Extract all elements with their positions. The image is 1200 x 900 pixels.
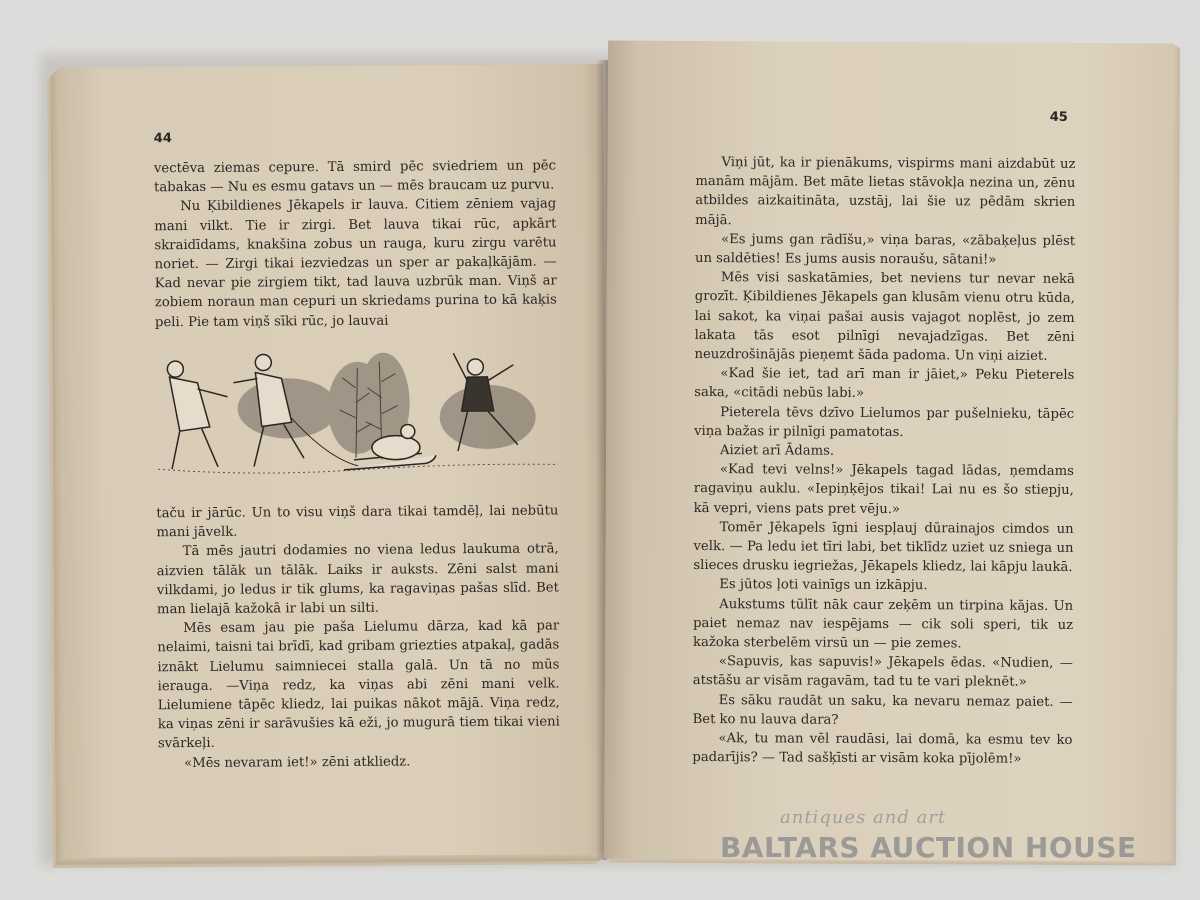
- right-text: [692, 153, 1075, 769]
- watermark-subtitle: antiques and art: [780, 807, 947, 828]
- paragraph: taču ir jārūc. Un to visu viņš dara tikai tamdēļ, lai nebūtu mani jāvelk.: [156, 503, 559, 541]
- paragraph: Mēs visi saskatāmies, bet neviens tur nevar nekā grozīt. Ķibildienes Jēkapels gan klusām vienu otru kūda, lai sakot, ka viņai pašai ausis vajagot noplēst, jo zem lakata tās esot pilnīgi nevajadzīgas. Bet zēni neuzdrošinājās pieņemt šāda padoma. Un viņi aiziet.: [694, 270, 1075, 364]
- paragraph: Pieterela tēvs dzīvo Lielumos par pušelnieku, tāpēc viņa bažas ir pilnīgi pamatotas.: [694, 404, 1075, 440]
- watermark-logo: [720, 805, 1140, 875]
- left-text-top: [154, 156, 557, 332]
- watermark-brand: BALTARS AUCTION HOUSE: [720, 831, 1137, 864]
- paragraph: Viņi jūt, ka ir pienākums, vispirms mani aizdabūt uz manām mājām. Bet māte lietas stāvokļa nezina un, zēnu atbildes aizkaitināta, uzstāj, lai šie uz pēdām skrien mājā.: [695, 155, 1076, 228]
- right-page: [604, 41, 1174, 862]
- paragraph: Es jūtos ļoti vainīgs un izkāpju.: [719, 577, 928, 594]
- left-page: [59, 64, 609, 858]
- paragraph: «Kad tevi velns!» Jēkapels tagad lādas, ņemdams ragaviņu auklu. «Iepiņķējos tikai! Lai nu es šo stiepju, kā vepri, viens pats pret vēju.»: [693, 462, 1074, 517]
- paragraph: «Es jums gan rādīšu,» viņa baras, «zābaķeļus plēst un saldēties! Es jums ausis noraušu, sātani!»: [694, 231, 1076, 268]
- paragraph: Tomēr Jēkapels īgni iespļauj dūrainajos cimdos un velk. — Pa ledu iet tīri labi, bet tiklīdz uziet uz sniega un slieces drusku iegriežas, Jēkapels kliedz, lai kāpju laukā.: [693, 519, 1074, 576]
- paragraph: Nu Ķibildienes Jēkapels ir lauva. Citiem zēniem vajag mani vilkt. Tie ir zirgi. Bet lauva tikai rūc, apkārt skraidīdams, knakšina zobus un rauga, kuru zirgu varētu noriet. — Zirgi tikai iezviedzas un sper ar pakaļkājām. — Kad nevar pie zirgiem tikt, tad lauva uzbrūk man. Viņš ar zobiem noraun man cepuri un skriedams purina to kā kaķis peli. Pie tam viņš sīki rūc, jo lauvai: [154, 196, 557, 330]
- paragraph: «Mēs nevaram iet!» zēni atkliedz.: [184, 754, 411, 771]
- paragraph: Tā mēs jautri dodamies no viena ledus laukuma otrā, aizvien tālāk un tālāk. Laiks ir auksts. Zēni salst mani vilkdami, jo ledus ir tik glums, ka ragaviņas pašas slīd. Bet man lielajā kažokā ir labi un silti.: [156, 541, 559, 618]
- paragraph: «Sapuvis, kas sapuvis!» Jēkapels ēdas. «Nudien, — atstāšu ar visām ragavām, tad tu te vari pleknēt.»: [692, 654, 1073, 691]
- paragraph: Aiziet arī Ādams.: [719, 443, 835, 459]
- paragraph: «Kad šie iet, tad arī man ir jāiet,» Peku Pieterels saka, «citādi nebūs labi.»: [694, 366, 1075, 402]
- paragraph: Mēs esam jau pie paša Lielumu dārza, kad kā par nelaimi, taisni tai brīdī, kad gribam griezties atpakaļ, gadās iznākt Lielumu saimniecei stalla galā. Un tā no mūs ierauga. —Viņa redz, ka viņas abi zēni mani velk. Lielumiene tāpēc kliedz, lai puikas nākot mājā. Viņa redz, ka viņas zēni ir sarāvušies kā eži, jo mugurā tiem tikai vieni svārkeļi.: [157, 618, 560, 752]
- paragraph: «Ak, tu man vēl raudāsi, lai domā, ka esmu tev ko padarījis? — Tad sašķīsti ar visām koka pījolēm!»: [692, 731, 1073, 767]
- paragraph: Aukstums tūlīt nāk caur zeķēm un tirpina kājas. Un paiet nemaz nav iespējams — cik soli speri, tik uz kažoka sterbelēm virsū un — pie zemes.: [692, 596, 1074, 652]
- page-number: 44: [153, 131, 172, 147]
- page-number: 45: [1049, 109, 1068, 125]
- left-text-bottom: [156, 501, 560, 773]
- sledding-illustration: [157, 346, 558, 499]
- paragraph: vectēva ziemas cepure. Tā smird pēc sviedriem un pēc tabakas — Nu es esmu gatavs un — mēs braucam uz purvu.: [153, 158, 556, 196]
- paragraph: Es sāku raudāt un saku, ka nevaru nemaz paiet. — Bet ko nu lauva dara?: [692, 692, 1073, 728]
